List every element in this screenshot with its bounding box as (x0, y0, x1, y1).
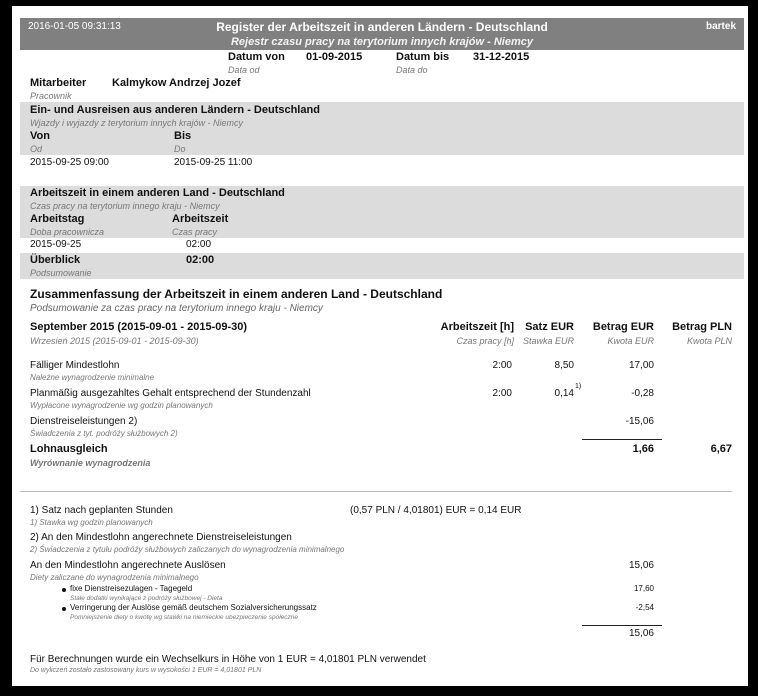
note-3-sub: Diety zaliczane do wynagrodzenia minimalnego (30, 573, 199, 582)
note-bullet-1-sub: Stałe dodatki wynikające z podróży służbowej - Dieta (70, 595, 223, 602)
note-1-sub: 1) Stawka wg godzin planowanych (30, 518, 153, 527)
report-header (20, 18, 744, 50)
date-to-label: Datum bis (396, 51, 450, 63)
date-from-label: Datum von (228, 51, 285, 63)
row-paid-salary-sub: Wypłacone wynagrodzenie wg godzin planowanych (30, 401, 213, 410)
note-2-sub: 2) Świadczenia z tytułu podróży służbowych zaliczanych do wynagrodzenia minimalnego (30, 545, 345, 554)
exchange-rate-info-sub: Do wyliczeń zostało zastosowany kurs w wysokości 1 EUR = 4,01801 PLN (30, 667, 262, 674)
note-1: 1) Satz nach geplanten Stunden (30, 505, 173, 516)
exchange-rate-info: Für Berechnungen wurde ein Wechselkurs in Höhe von 1 EUR = 4,01801 PLN verwendet (30, 654, 426, 665)
notes-sum-value: 15,06 (628, 628, 654, 639)
col-rate-sub: Stawka EUR (522, 336, 574, 346)
date-to-value: 31-12-2015 (473, 51, 530, 63)
overview-band (20, 253, 744, 279)
row-paid-salary-rate: 0,14 (554, 388, 574, 399)
note-bullet-1: fixe Dienstreisezulagen - Tagegeld (70, 584, 193, 593)
summary-sum-line (582, 439, 662, 440)
report-user: bartek (705, 21, 736, 32)
worktime-row-time: 02:00 (186, 239, 212, 250)
col-hours-sub: Czas pracy [h] (456, 336, 514, 346)
row-min-wage-hours: 2:00 (492, 360, 512, 371)
note-bullet-2-value: -2,54 (635, 603, 654, 612)
notes-divider (20, 491, 732, 492)
col-eur-sub: Kwota EUR (607, 336, 654, 346)
travel-row-to: 2015-09-25 11:00 (174, 157, 253, 168)
overview-label: Überblick (30, 254, 81, 266)
travel-title: Ein- und Ausreisen aus anderen Ländern - Deutschland (30, 104, 320, 116)
report-title: Register der Arbeitszeit in anderen Ländern - Deutschland (216, 20, 548, 34)
report-page (12, 6, 748, 686)
note-bullet-1-value: 17,60 (633, 584, 654, 593)
summary-month: September 2015 (2015-09-01 - 2015-09-30) (30, 321, 248, 333)
row-paid-salary-label: Planmäßig ausgezahltes Gehalt entsprechend der Stundenzahl (30, 388, 311, 399)
date-from-value: 01-09-2015 (306, 51, 363, 63)
employee-sub: Pracownik (30, 91, 72, 101)
row-travel-benefits-sub: Świadczenia z tyt. podróży służbowych 2) (30, 429, 178, 438)
summary-month-sub: Wrzesień 2015 (2015-09-01 - 2015-09-30) (30, 336, 199, 346)
worktime-col-time: Arbeitszeit (172, 213, 229, 225)
employee-name: Kalmykow Andrzej Jozef (112, 77, 241, 89)
col-rate-header: Satz EUR (525, 321, 574, 333)
row-min-wage-label: Fälliger Mindestlohn (30, 360, 120, 371)
travel-title-sub: Wjazdy i wyjazdy z terytorium innych krajów - Niemcy (30, 118, 244, 128)
note-bullet-2-sub: Pomniejszenie diety o kwotę wg stawki na niemieckie ubezpieczenie społeczne (70, 614, 298, 621)
date-to-sub: Data do (396, 65, 428, 75)
note-bullet-2: Verringerung der Auslöse gemäß deutschem Sozialversicherungssatz (70, 603, 317, 612)
row-travel-benefits-label: Dienstreiseleistungen 2) (30, 416, 138, 427)
note-2: 2) An den Mindestlohn angerechnete Dienstreiseleistungen (30, 532, 292, 543)
worktime-title-sub: Czas pracy na terytorium innego kraju - Niemcy (30, 201, 220, 211)
row-paid-salary-eur: -0,28 (631, 388, 654, 399)
notes-sum-line (582, 625, 662, 626)
total-pln: 6,67 (710, 443, 732, 455)
note-3-value: 15,06 (628, 560, 654, 571)
col-hours-header: Arbeitszeit [h] (440, 321, 514, 333)
date-from-sub: Data od (228, 65, 260, 75)
travel-col-from-sub: Od (30, 144, 43, 154)
bullet-icon (62, 588, 66, 592)
overview-value: 02:00 (186, 254, 215, 266)
worktime-title: Arbeitszeit in einem anderen Land - Deutschland (30, 187, 285, 199)
row-min-wage-rate: 8,50 (554, 360, 574, 371)
travel-col-to-sub: Do (174, 144, 186, 154)
col-eur-header: Betrag EUR (592, 321, 654, 333)
report-timestamp: 2016-01-05 09:31:13 (28, 21, 121, 32)
note-3: An den Mindestlohn angerechnete Auslösen (30, 560, 226, 571)
total-eur: 1,66 (632, 443, 654, 455)
worktime-col-day-sub: Doba pracownicza (30, 227, 105, 237)
bullet-icon (62, 607, 66, 611)
travel-col-from: Von (30, 130, 50, 142)
employee-label: Mitarbeiter (30, 77, 87, 89)
row-travel-benefits-eur: -15,06 (625, 416, 654, 427)
worktime-col-time-sub: Czas pracy (172, 227, 218, 237)
travel-row-from: 2015-09-25 09:00 (30, 157, 109, 168)
col-pln-sub: Kwota PLN (686, 336, 732, 346)
col-pln-header: Betrag PLN (672, 321, 732, 333)
travel-col-to: Bis (174, 130, 192, 142)
note-1-formula: (0,57 PLN / 4,01801) EUR = 0,14 EUR (350, 505, 522, 516)
row-paid-salary-rate-note: 1) (575, 383, 582, 390)
total-sub: Wyrównanie wynagrodzenia (30, 458, 151, 468)
overview-sub: Podsumowanie (30, 268, 92, 278)
total-label: Lohnausgleich (30, 443, 108, 455)
report-subtitle: Rejestr czasu pracy na terytorium innych krajów - Niemcy (230, 36, 533, 48)
row-min-wage-sub: Należne wynagrodzenie minimalne (30, 373, 155, 382)
worktime-col-day: Arbeitstag (30, 213, 85, 225)
summary-title-sub: Podsumowanie za czas pracy na terytorium innego kraju - Niemcy (30, 303, 323, 314)
row-min-wage-eur: 17,00 (628, 360, 654, 371)
worktime-row-day: 2015-09-25 (30, 239, 82, 250)
summary-title: Zusammenfassung der Arbeitszeit in einem anderen Land - Deutschland (30, 287, 443, 301)
row-paid-salary-hours: 2:00 (492, 388, 512, 399)
